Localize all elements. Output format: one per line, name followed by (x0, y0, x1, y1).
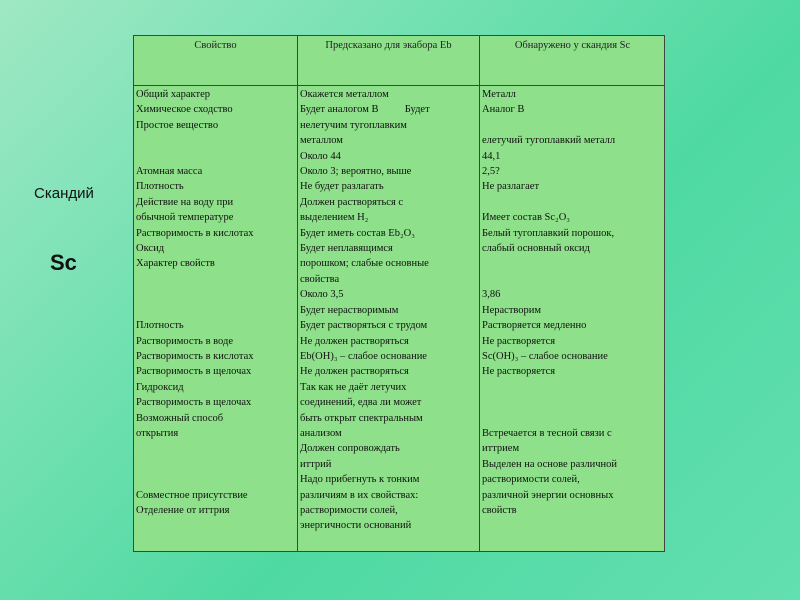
table-cell-line: Металл (482, 89, 516, 100)
table-cell-line: Будет неплавящимся (300, 243, 393, 255)
table-cell-line: Не растворяется (482, 366, 556, 378)
table-cell-line (482, 272, 664, 287)
table-cell-line: Растворимость в кислотах (136, 350, 254, 362)
table-cell-line: Около 3; вероятно, выше (300, 166, 412, 178)
table-cell-line: Не будет разлагать (300, 181, 384, 193)
table-cell-line: Около 3,5 (300, 289, 344, 301)
table-cell-line: свойств (482, 504, 517, 516)
header-property: Свойство (194, 40, 237, 51)
table-cell-line: Растворимость в кислотах (136, 227, 254, 239)
table-cell-line: нелетучим тугоплавким (300, 119, 407, 131)
table-cell-line: Характер свойств (136, 258, 215, 270)
table-cell-line: иттрий (300, 458, 332, 470)
table-cell-line: Не должен растворяться (300, 366, 409, 378)
table-cell-line: Химическое сходство (136, 104, 233, 116)
table-cell-line: Общий характер (136, 89, 211, 100)
table-cell-line: Не разлагает (482, 181, 540, 193)
table-cell-line: Должен сопровождать (300, 443, 400, 455)
table-cell-line: открытия (136, 427, 179, 439)
table-cell-line: 44,1 (482, 150, 501, 162)
table-cell-line: Оксид (136, 243, 165, 255)
element-symbol: Sc (50, 250, 77, 275)
table-cell-line: Растворимость в щелочах (136, 366, 252, 378)
table-cell-line: Будет аналогом В Будет (300, 104, 430, 116)
table-cell-line: Должен растворяться с (300, 196, 404, 208)
table-cell-line: порошком; слабые основные (300, 258, 429, 270)
table-cell-line: 2,5? (482, 166, 500, 178)
table-cell-line: Плотность (136, 181, 184, 193)
table-cell-line: Окажется металлом (300, 89, 389, 100)
table-cell-line (136, 303, 296, 318)
table-cell-line (136, 272, 296, 287)
table-cell-line: Растворяется медленно (482, 320, 587, 332)
table-cell-line (482, 411, 664, 426)
table-cell-line (482, 118, 664, 133)
table-cell-line: Аналог В (482, 104, 525, 116)
table-cell-line: Так как не даёт летучих (300, 381, 407, 393)
table-cell-line: Надо прибегнуть к тонким (300, 474, 420, 486)
column-divider (479, 36, 480, 551)
table-cell-line (482, 395, 664, 410)
table-cell-line: Совместное присутствие (136, 489, 248, 501)
table-cell-line: металлом (300, 135, 343, 147)
table-cell-line: Встречается в тесной связи с (482, 427, 612, 439)
table-cell-line (136, 149, 296, 164)
predicted-column (300, 87, 478, 534)
table-cell-line: елетучий тугоплавкий металл (482, 135, 616, 147)
table-cell-line: Нерастворим (482, 304, 542, 316)
table-cell-line: растворимости солей, (482, 474, 580, 486)
table-cell-line: Гидроксид (136, 381, 184, 393)
table-cell-line (136, 441, 296, 456)
table-cell-line (136, 472, 296, 487)
property-column (136, 87, 296, 518)
table-cell-line (482, 195, 664, 210)
table-cell-line (482, 380, 664, 395)
header-divider (134, 85, 664, 86)
table-cell-line (136, 287, 296, 302)
table-cell-line: Имеет состав Sc₂O₃ (482, 212, 570, 224)
table-cell-line: Отделение от иттрия (136, 504, 230, 516)
header-predicted: Предсказано для экабора Eb (325, 40, 452, 51)
table-cell-line: Плотность (136, 320, 184, 332)
table-cell-line: Не растворяется (482, 335, 556, 347)
column-divider (297, 36, 298, 551)
table-cell-line: Атомная масса (136, 166, 203, 178)
table-cell-line (136, 133, 296, 148)
table-cell-line: различиям в их свойствах: (300, 489, 419, 501)
table-cell-line: свойства (300, 273, 340, 285)
table-cell-line: энергичности оснований (300, 520, 412, 532)
table-cell-line: обычной температуре (136, 212, 234, 224)
table-cell-line: различной энергии основных (482, 489, 614, 501)
table-cell-line: слабый основный оксид (482, 243, 590, 255)
table-cell-line: Sc(OH)₃ – слабое основание (482, 350, 608, 362)
table-cell-line: Возможный способ (136, 412, 224, 424)
table-cell-line: анализом (300, 427, 342, 439)
table-cell-line (136, 457, 296, 472)
table-cell-line (482, 256, 664, 271)
table-cell-line: Будет нерастворимым (300, 304, 399, 316)
table-cell-line: 3,86 (482, 289, 501, 301)
table-cell-line: Действие на воду при (136, 196, 234, 208)
table-cell-line: Не должен растворяться (300, 335, 409, 347)
table-cell-line: Простое вещество (136, 119, 219, 131)
table-cell-line: Выделен на основе различной (482, 458, 618, 470)
table-cell-line: Около 44 (300, 150, 341, 162)
comparison-table (133, 35, 665, 552)
table-cell-line: Eb(OH)₃ – слабое основание (300, 350, 427, 362)
table-cell-line: выделением H₂ (300, 212, 369, 224)
table-cell-line: Белый тугоплавкий порошок, (482, 227, 615, 239)
table-cell-line: быть открыт спектральным (300, 412, 423, 424)
observed-column (482, 87, 664, 518)
table-cell-line: соединений, едва ли может (300, 397, 422, 409)
table-cell-line: Растворимость в воде (136, 335, 233, 347)
table-cell-line: Будет иметь состав Eb₂O₃ (300, 227, 415, 239)
table-cell-line: Растворимость в щелочах (136, 397, 252, 409)
element-name: Скандий (34, 185, 94, 202)
table-cell-line: Будет растворяться с трудом (300, 320, 428, 332)
table-cell-line: растворимости солей, (300, 504, 398, 516)
table-cell-line: иттрием (482, 443, 520, 455)
header-observed: Обнаружено у скандия Sc (514, 40, 631, 51)
